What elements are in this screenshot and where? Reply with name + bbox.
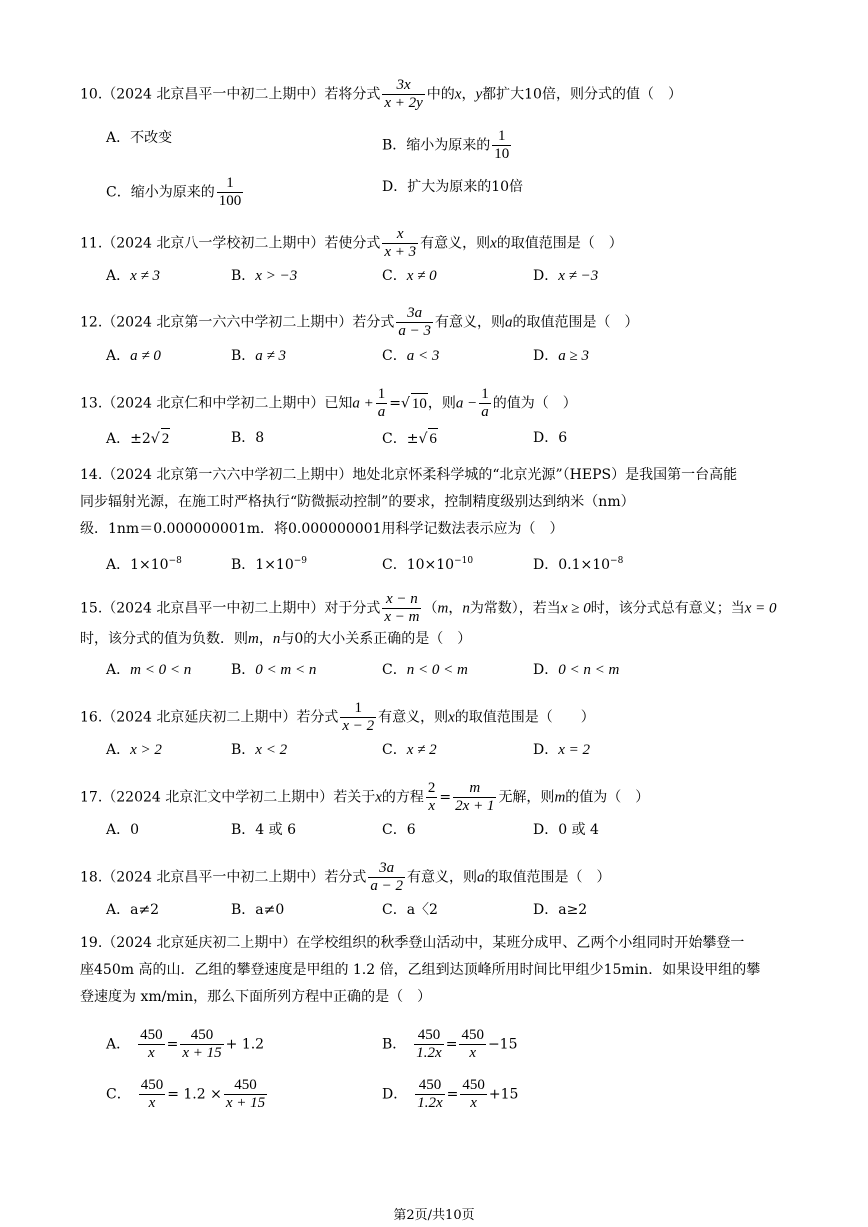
option-label: D． bbox=[382, 1086, 408, 1103]
option-value: x > 2 bbox=[130, 742, 162, 758]
option-b: B．4 或 6 bbox=[231, 822, 297, 838]
option-b bbox=[231, 660, 316, 680]
radicand: 2 bbox=[161, 428, 171, 449]
question-12-stem bbox=[80, 305, 638, 340]
radicand: 6 bbox=[428, 428, 438, 449]
fraction bbox=[180, 1027, 223, 1062]
numerator: x bbox=[382, 226, 418, 244]
option-a: A．0 bbox=[106, 822, 140, 838]
stem-text: 18.（2024 北京昌平一中初二上期中）若分式 bbox=[80, 869, 367, 886]
option-d: D．a≥2 bbox=[533, 902, 588, 918]
option-label: C． bbox=[382, 662, 407, 678]
fraction bbox=[415, 1077, 444, 1112]
option-value: x ≠ 3 bbox=[130, 268, 161, 284]
numerator: 3x bbox=[382, 77, 424, 95]
option-label: C． bbox=[382, 268, 407, 284]
option-text: C．缩小为原来的 bbox=[106, 184, 215, 201]
option-a bbox=[106, 551, 182, 575]
exponent: −10 bbox=[454, 556, 474, 566]
variable: x bbox=[448, 709, 455, 726]
stem-text: 时，该分式总有意义；当 bbox=[590, 600, 745, 617]
fraction bbox=[382, 77, 424, 112]
option-label: C． bbox=[106, 1086, 131, 1103]
option-b bbox=[382, 1027, 518, 1062]
stem-text: 的取值范围是（ ） bbox=[496, 235, 623, 252]
option-label: D． bbox=[533, 662, 559, 678]
fraction bbox=[138, 1027, 165, 1062]
fraction bbox=[368, 860, 405, 895]
option-value: n < 0 < m bbox=[406, 662, 468, 678]
option-label: B． bbox=[231, 268, 256, 284]
option-d: D．扩大为原来的10倍 bbox=[382, 179, 524, 195]
option-value: x ≠ 2 bbox=[406, 742, 437, 758]
denominator: 1.2x bbox=[417, 1095, 443, 1111]
question-13-stem bbox=[80, 386, 577, 421]
separator: ， bbox=[461, 86, 476, 103]
stem-text: 10.（2024 北京昌平一中初二上期中）若将分式 bbox=[80, 86, 381, 103]
option-text: C．10×10 bbox=[382, 557, 455, 573]
option-b bbox=[231, 346, 286, 366]
option-b bbox=[231, 266, 297, 286]
variable: m bbox=[554, 789, 566, 806]
option-label: A． bbox=[106, 1036, 131, 1053]
stem-text: 13.（2024 北京仁和中学初二上期中）已知 bbox=[80, 395, 353, 412]
option-value: x = 2 bbox=[558, 742, 591, 758]
variable: a bbox=[476, 869, 485, 886]
option-a bbox=[106, 740, 162, 760]
question-14-line-1: 14.（2024 北京第一六六中学初二上期中）地处北京怀柔科学城的“北京光源”（HEPS）是我国第一台高能 bbox=[80, 467, 738, 483]
denominator: x bbox=[148, 1045, 155, 1061]
option-label: B． bbox=[231, 662, 256, 678]
denominator: 2x + 1 bbox=[455, 798, 495, 814]
denominator: x + 15 bbox=[182, 1045, 222, 1061]
numerator: 450 bbox=[140, 1077, 164, 1093]
option-a bbox=[106, 1027, 264, 1062]
denominator: 100 bbox=[218, 193, 242, 209]
option-d bbox=[533, 660, 619, 680]
option-b: B．8 bbox=[231, 430, 265, 446]
option-label: C． bbox=[382, 348, 407, 364]
option-a: A．不改变 bbox=[106, 130, 173, 146]
variable: x bbox=[454, 86, 462, 103]
fraction bbox=[376, 386, 388, 421]
separator: ， bbox=[258, 631, 273, 647]
option-value: a < 3 bbox=[406, 348, 440, 364]
stem-text: 中的 bbox=[426, 86, 455, 103]
option-d: D．6 bbox=[533, 430, 568, 446]
term: −15 bbox=[487, 1036, 518, 1053]
plus-minus: ± bbox=[406, 431, 419, 447]
equals-sign: = bbox=[446, 1086, 459, 1103]
fraction bbox=[492, 128, 511, 163]
stem-text: 为常数），若当 bbox=[469, 600, 561, 617]
option-d bbox=[533, 266, 598, 286]
stem-text: 的取值范围是（ ） bbox=[512, 314, 639, 331]
stem-text: （ bbox=[423, 600, 438, 617]
stem-text: 的取值范围是（ ） bbox=[454, 709, 595, 726]
option-value: 0 < m < n bbox=[255, 662, 317, 678]
denominator: x − m bbox=[384, 609, 420, 625]
stem-text: 16.（2024 北京延庆初二上期中）若分式 bbox=[80, 709, 339, 726]
stem-text: 有意义，则 bbox=[434, 314, 505, 331]
exponent: −8 bbox=[610, 556, 624, 566]
numerator: 450 bbox=[180, 1027, 223, 1045]
numerator: 3a bbox=[368, 860, 405, 878]
option-c bbox=[382, 740, 437, 760]
stem-text: 的值为（ ） bbox=[492, 395, 577, 412]
numerator: 1 bbox=[217, 175, 244, 193]
variable: n bbox=[462, 600, 470, 617]
option-c bbox=[106, 175, 245, 210]
sqrt-sign: √ bbox=[400, 395, 410, 412]
option-a: A．a≠2 bbox=[106, 902, 160, 918]
option-label: D． bbox=[533, 348, 559, 364]
stem-text: 的取值范围是（ ） bbox=[484, 869, 611, 886]
fraction bbox=[139, 1077, 166, 1112]
option-value: x < 2 bbox=[255, 742, 288, 758]
denominator: x bbox=[470, 1095, 477, 1111]
option-value: 0 < n < m bbox=[558, 662, 620, 678]
numerator: 450 bbox=[462, 1077, 485, 1093]
stem-text: 有意义，则 bbox=[420, 235, 491, 252]
option-a bbox=[106, 428, 170, 449]
denominator: x + 15 bbox=[225, 1095, 266, 1111]
denominator: x + 3 bbox=[384, 244, 417, 260]
option-c: C．6 bbox=[382, 822, 416, 838]
numerator: 450 bbox=[140, 1027, 163, 1043]
denominator: x + 2y bbox=[384, 95, 423, 111]
fraction bbox=[414, 1027, 443, 1062]
exponent: −8 bbox=[168, 556, 182, 566]
stem-text: 有意义，则 bbox=[378, 709, 449, 726]
condition: x = 0 bbox=[744, 600, 777, 617]
option-d bbox=[533, 551, 623, 575]
page-number: 第2页/共10页 bbox=[393, 1208, 475, 1223]
option-value: x ≠ −3 bbox=[558, 268, 599, 284]
question-19-line-3: 登速度为 xm/min，那么下面所列方程中正确的是（ ） bbox=[80, 989, 432, 1005]
numerator: 450 bbox=[414, 1027, 443, 1045]
question-18-stem bbox=[80, 860, 610, 895]
option-value: a ≠ 0 bbox=[130, 348, 161, 364]
option-text: B．1×10 bbox=[231, 557, 294, 573]
option-label: D． bbox=[533, 268, 559, 284]
term: +15 bbox=[488, 1086, 519, 1103]
option-c: C．a〈2 bbox=[382, 902, 438, 918]
option-label: C． bbox=[382, 742, 407, 758]
exponent: −9 bbox=[293, 556, 308, 566]
question-17-stem bbox=[80, 780, 649, 815]
option-label: A． bbox=[106, 742, 131, 758]
option-c bbox=[382, 551, 473, 575]
equals-sign: = bbox=[166, 1036, 179, 1053]
numerator: m bbox=[453, 780, 496, 798]
option-label: B． bbox=[382, 1036, 407, 1053]
question-15-line-2 bbox=[80, 629, 471, 649]
stem-text: 的值为（ ） bbox=[565, 789, 650, 806]
option-d bbox=[533, 740, 590, 760]
variable: x bbox=[490, 235, 497, 252]
fraction bbox=[479, 386, 491, 421]
variable: m bbox=[248, 631, 259, 647]
option-a bbox=[106, 660, 191, 680]
stem-text: ，则 bbox=[427, 395, 456, 412]
option-label: A． bbox=[106, 348, 131, 364]
option-value: x > −3 bbox=[255, 268, 298, 284]
question-16-stem bbox=[80, 700, 595, 735]
stem-text: 有意义，则 bbox=[406, 869, 477, 886]
option-label: C． bbox=[382, 431, 407, 447]
denominator: 1.2x bbox=[416, 1045, 442, 1061]
question-19-line-2: 座450m 高的山．乙组的攀登速度是甲组的 1.2 倍，乙组到达顶峰所用时间比甲组少15min．如果设甲组的攀 bbox=[80, 962, 761, 978]
variable: a bbox=[504, 314, 513, 331]
fraction bbox=[426, 780, 438, 815]
fraction bbox=[340, 700, 376, 735]
option-c bbox=[382, 266, 437, 286]
option-b bbox=[231, 551, 307, 575]
option-value: a ≥ 3 bbox=[558, 348, 589, 364]
option-label: A． bbox=[106, 431, 131, 447]
denominator: x bbox=[428, 798, 435, 814]
option-label: A． bbox=[106, 268, 131, 284]
denominator: a bbox=[481, 404, 489, 420]
option-label: B． bbox=[231, 348, 256, 364]
option-label: D． bbox=[533, 742, 559, 758]
denominator: 10 bbox=[494, 146, 510, 162]
numerator: 450 bbox=[224, 1077, 267, 1095]
numerator: 2 bbox=[427, 780, 436, 796]
expression: a + bbox=[352, 395, 374, 412]
option-c bbox=[382, 346, 439, 366]
option-b bbox=[231, 740, 287, 760]
term: = 1.2 × bbox=[167, 1086, 222, 1103]
numerator: 1 bbox=[377, 386, 386, 402]
variable: m bbox=[437, 600, 449, 617]
variable: n bbox=[272, 631, 281, 647]
stem-text: 17.（22024 北京汇文中学初二上期中）若关于 bbox=[80, 789, 376, 806]
sqrt-sign: √ bbox=[150, 431, 160, 447]
equals-sign: = bbox=[389, 395, 401, 412]
stem-text: 11.（2024 北京八一学校初二上期中）若使分式 bbox=[80, 235, 381, 252]
question-14-line-3: 级．1nm＝0.000000001m．将0.000000001用科学记数法表示应为（ ） bbox=[80, 521, 564, 537]
fraction bbox=[224, 1077, 267, 1112]
option-c bbox=[382, 660, 468, 680]
numerator: 1 bbox=[481, 386, 489, 402]
denominator: x bbox=[148, 1095, 156, 1111]
denominator: x − 2 bbox=[342, 718, 375, 734]
option-text: A．1×10 bbox=[106, 557, 169, 573]
question-14-line-2: 同步辐射光源，在施工时严格执行“防微振动控制”的要求，控制精度级别达到纳米（nm） bbox=[80, 494, 635, 510]
option-value: a ≠ 3 bbox=[255, 348, 287, 364]
fraction bbox=[459, 1027, 486, 1062]
numerator: 3a bbox=[396, 305, 433, 323]
denominator: a bbox=[377, 404, 386, 420]
option-c bbox=[382, 428, 438, 449]
option-b: B．a≠0 bbox=[231, 902, 285, 918]
sqrt-sign: √ bbox=[418, 431, 428, 447]
fraction bbox=[382, 226, 418, 261]
numerator: 1 bbox=[340, 700, 376, 718]
stem-text: 12.（2024 北京第一六六中学初二上期中）若分式 bbox=[80, 314, 395, 331]
condition: x ≥ 0 bbox=[560, 600, 591, 617]
expression: a − bbox=[455, 395, 478, 412]
question-10-stem bbox=[80, 77, 682, 112]
numerator: x − n bbox=[382, 591, 421, 609]
option-label: A． bbox=[106, 662, 131, 678]
stem-text: 时，该分式的值为负数．则 bbox=[80, 631, 248, 647]
option-d bbox=[533, 346, 589, 366]
stem-text: 无解，则 bbox=[498, 789, 555, 806]
term: + 1.2 bbox=[225, 1036, 265, 1053]
stem-text: 15.（2024 北京昌平一中初二上期中）对于分式 bbox=[80, 600, 381, 617]
separator: ， bbox=[448, 600, 463, 617]
radicand: 10 bbox=[411, 393, 428, 414]
numerator: 450 bbox=[461, 1027, 484, 1043]
fraction bbox=[453, 780, 496, 815]
option-text: D．0.1×10 bbox=[533, 557, 611, 573]
question-19-line-1: 19.（2024 北京延庆初二上期中）在学校组织的秋季登山活动中，某班分成甲、乙两个小组同时开始攀登一 bbox=[80, 935, 745, 951]
coefficient: ±2 bbox=[130, 431, 151, 447]
fraction bbox=[460, 1077, 487, 1112]
stem-text: 与0的大小关系正确的是（ ） bbox=[280, 631, 472, 647]
option-label: B． bbox=[231, 742, 256, 758]
denominator: a − 2 bbox=[370, 878, 403, 894]
equals-sign: = bbox=[445, 1036, 458, 1053]
variable: y bbox=[475, 86, 483, 103]
stem-text: 都扩大10倍，则分式的值（ ） bbox=[482, 86, 682, 103]
denominator: a − 3 bbox=[398, 323, 431, 339]
option-a bbox=[106, 266, 160, 286]
option-d bbox=[382, 1077, 518, 1112]
option-text: B．缩小为原来的 bbox=[382, 137, 491, 154]
option-b bbox=[382, 128, 513, 163]
option-value: m < 0 < n bbox=[130, 662, 192, 678]
fraction bbox=[217, 175, 244, 210]
variable: x bbox=[375, 789, 382, 806]
option-a bbox=[106, 346, 161, 366]
stem-text: 的方程 bbox=[381, 789, 424, 806]
option-c bbox=[106, 1077, 269, 1112]
numerator: 450 bbox=[415, 1077, 444, 1095]
fraction bbox=[382, 591, 421, 626]
equals-sign: = bbox=[439, 789, 452, 806]
numerator: 1 bbox=[492, 128, 511, 146]
option-d: D．0 或 4 bbox=[533, 822, 599, 838]
fraction bbox=[396, 305, 433, 340]
question-15-stem bbox=[80, 591, 776, 626]
denominator: x bbox=[469, 1045, 477, 1061]
option-value: x ≠ 0 bbox=[406, 268, 437, 284]
question-11-stem bbox=[80, 226, 623, 261]
